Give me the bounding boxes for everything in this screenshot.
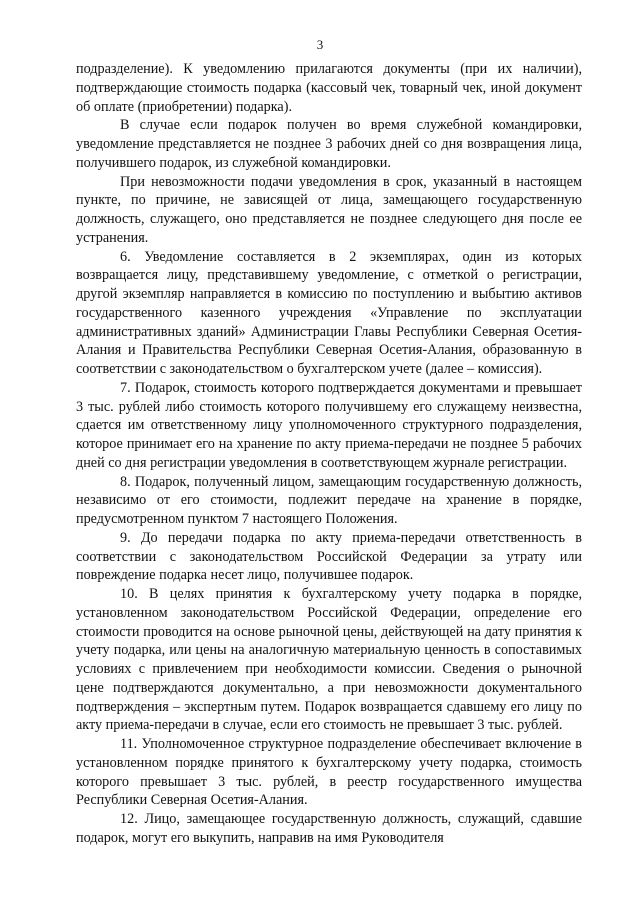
paragraph-item-11: 11. Уполномоченное структурное подразделение обеспечивает включение в установленном порядке принятого к бухгалтерскому учету подарка, стоимость которого превышает 3 тыс. рублей, в реестр государственного имущества Республики Северная Осетия-Алания. <box>76 736 582 809</box>
paragraph-item-10: 10. В целях принятия к бухгалтерскому учету подарка в порядке, установленном законодательством Российской Федерации, определение его стоимости проводится на основе рыночной цены, действующей на дату принятия к учету подарка, или цены на аналогичную материальную ценность в сопоставимых условиях с привлечением при необходимости комиссии. Сведения о рыночной цене подтверждаются документально, а при невозможности документального подтверждения – экспертным путем. Подарок возвращается сдавшему его лицу по акту приема-передачи в случае, если его стоимость не превышает 3 тыс. рублей. <box>76 586 582 734</box>
paragraph-item-12: 12. Лицо, замещающее государственную должность, служащий, сдавшие подарок, могут его выкупить, направив на имя Руководителя <box>76 811 582 846</box>
paragraph-item-7: 7. Подарок, стоимость которого подтверждается документами и превышает 3 тыс. рублей либо стоимость которого получившему его служащему неизвестна, сдается им ответственному лицу уполномоченного структурного подразделения, которое принимает его на хранение по акту приема-передачи не позднее 5 рабочих дней со дня регистрации уведомления в соответствующем журнале регистрации. <box>76 379 582 471</box>
paragraph-continuation: подразделение). К уведомлению прилагаются документы (при их наличии), подтверждающие стоимость подарка (кассовый чек, товарный чек, иной документ об оплате (приобретении) подарка). <box>76 61 582 115</box>
paragraph-item-9: 9. До передачи подарка по акту приема-передачи ответственность в соответствии с законодательством Российской Федерации за утрату или повреждение подарка несет лицо, получившее подарок. <box>76 529 582 584</box>
paragraph-business-trip: В случае если подарок получен во время служебной командировки, уведомление представляется не позднее 3 рабочих дней со дня возвращения лица, получившего подарок, из служебной командировки. <box>76 117 582 171</box>
document-body <box>76 60 582 848</box>
paragraph-item-6: 6. Уведомление составляется в 2 экземплярах, один из которых возвращается лицу, представившему уведомление, с отметкой о регистрации, другой экземпляр направляется в комиссию по поступлению и выбытию активов государственного казенного учреждения «Управление по эксплуатации административных зданий» Администрации Главы Республики Северная Осетия-Алания и Правительства Республики Северная Осетия-Алания, образованную в соответствии с законодательством о бухгалтерском учете (далее – комиссия). <box>76 248 582 377</box>
paragraph-item-8: 8. Подарок, полученный лицом, замещающим государственную должность, независимо от его стоимости, подлежит передаче на хранение в порядке, предусмотренном пунктом 7 настоящего Положения. <box>76 473 582 527</box>
paragraph-impossibility: При невозможности подачи уведомления в срок, указанный в настоящем пункте, по причине, не зависящей от лица, замещающего государственную должность, служащего, оно представляется не позднее следующего дня после ее устранения. <box>76 173 582 246</box>
page-number: 3 <box>316 37 324 52</box>
